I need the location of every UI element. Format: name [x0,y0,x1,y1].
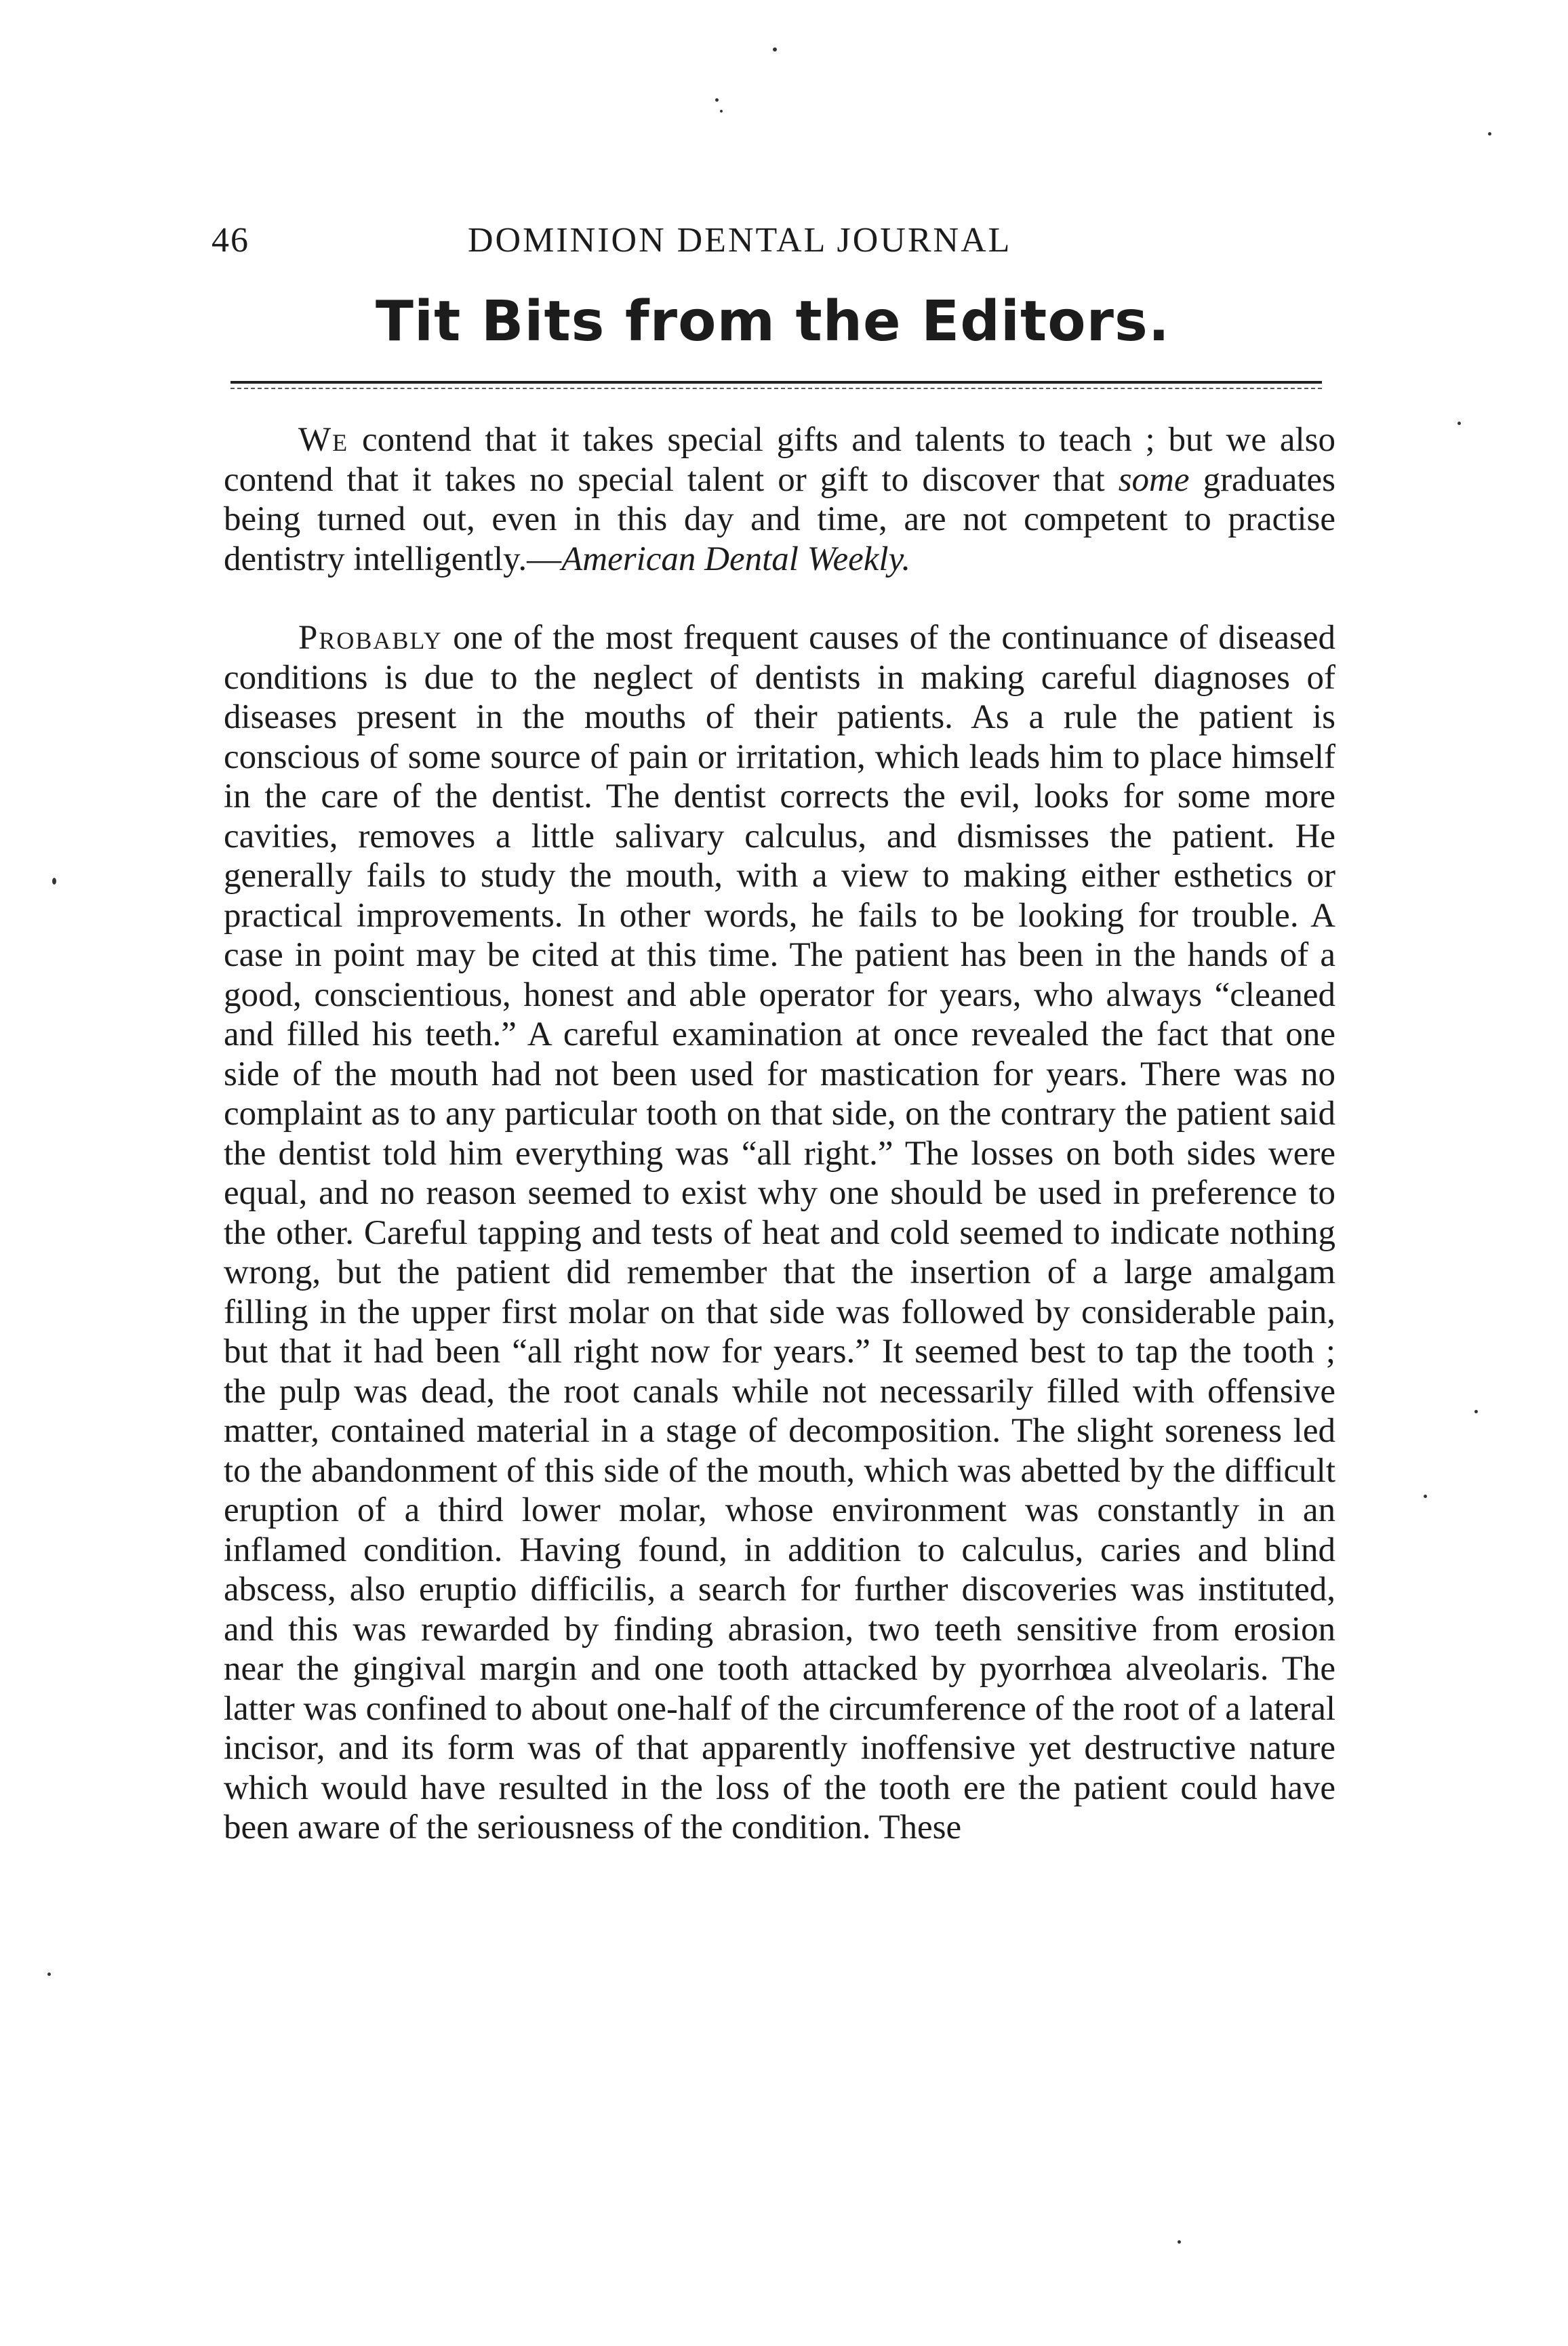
section-title: Tit Bits from the Editors. [376,289,1170,354]
citation: American Dental Weekly. [561,540,911,578]
scan-speck [52,878,56,885]
paragraph-text: contend that it takes special gifts and talents to teach ; but we also contend that it takes no special talent or gift to discover that [224,421,1335,499]
scan-speck [715,98,719,102]
paragraph-text: one of the most frequent causes of the continuance of diseased conditions is due to the neglect of dentists in making careful diagnoses of diseases present in the mouths of their patients. As a rule the patient is conscious of some source of pain or irritation, which leads him to place himself in the care of the dentist. The dentist corrects the evil, looks for some more cavities, removes a little salivary calculus, and dismisses the patient. He generally fails to study the mouth, with a view to making either esthetics or practical improvements. In other words, he fails to be looking for trouble. A case in point may be cited at this time. The patient has been in the hands of a good, conscientious, honest and able operator for years, who always “cleaned and filled his teeth.” A careful examination at once revealed the fact that one side of the mouth had not been used for mastication for years. There was no complaint as to any particular tooth on that side, on the contrary the patient said the dentist told him everything was “all right.” The losses on both sides were equal, and no reason seemed to exist why one should be used in preference to the other. Careful tapping and tests of heat and cold seemed to indicate nothing wrong, but the patient did remember that the insertion of a large amalgam filling in the upper first molar on that side was followed by considerable pain, but that it had been “all right now for years.” It seemed best to tap the tooth ; the pulp was dead, the root canals while not necessarily filled with offensive matter, contained material in a stage of decomposition. The slight soreness led to the abandonment of this side of the mouth, which was abetted by the difficult eruption of a third lower molar, whose environment was constantly in an inflamed condition. Having found, in addition to calculus, caries and blind abscess, also eruptio difficilis, a search for further discoveries was instituted, and this was rewarded by finding abrasion, two teeth sensitive from erosion near the gingival margin and one tooth attacked by pyorrhœa alveolaris. The latter was confined to about one-half of the circumference of the root of a lateral incisor, and its form was of that apparently inoffensive yet destructive nature which would have resulted in the loss of the tooth ere the patient could have been aware of the seriousness of the condition. These [224,619,1335,1846]
paragraph-2 [224,618,1335,1848]
paragraph-1 [224,420,1335,579]
scan-speck [1178,2240,1181,2244]
paragraph-lead: Probably [298,619,443,657]
scan-speck [47,1973,51,1976]
scan-speck [1458,422,1461,425]
scan-speck [720,110,723,113]
page-number: 46 [212,221,249,260]
scan-speck [1474,1410,1478,1413]
paragraph-text: graduates being turned out, even in this day and time, are not competent to practise dentistry intelligently.— [224,460,1335,578]
title-rule-dashed [230,388,1322,389]
scan-speck [1424,1495,1427,1498]
emphasis-word: some [1118,460,1190,499]
paragraph-lead: We [298,421,349,459]
journal-name: DOMINION DENTAL JOURNAL [468,221,1012,260]
running-head [203,214,1369,268]
title-rule [230,381,1322,384]
scan-speck [1488,132,1491,136]
article-body [224,420,1335,1848]
scan-speck [773,47,777,52]
